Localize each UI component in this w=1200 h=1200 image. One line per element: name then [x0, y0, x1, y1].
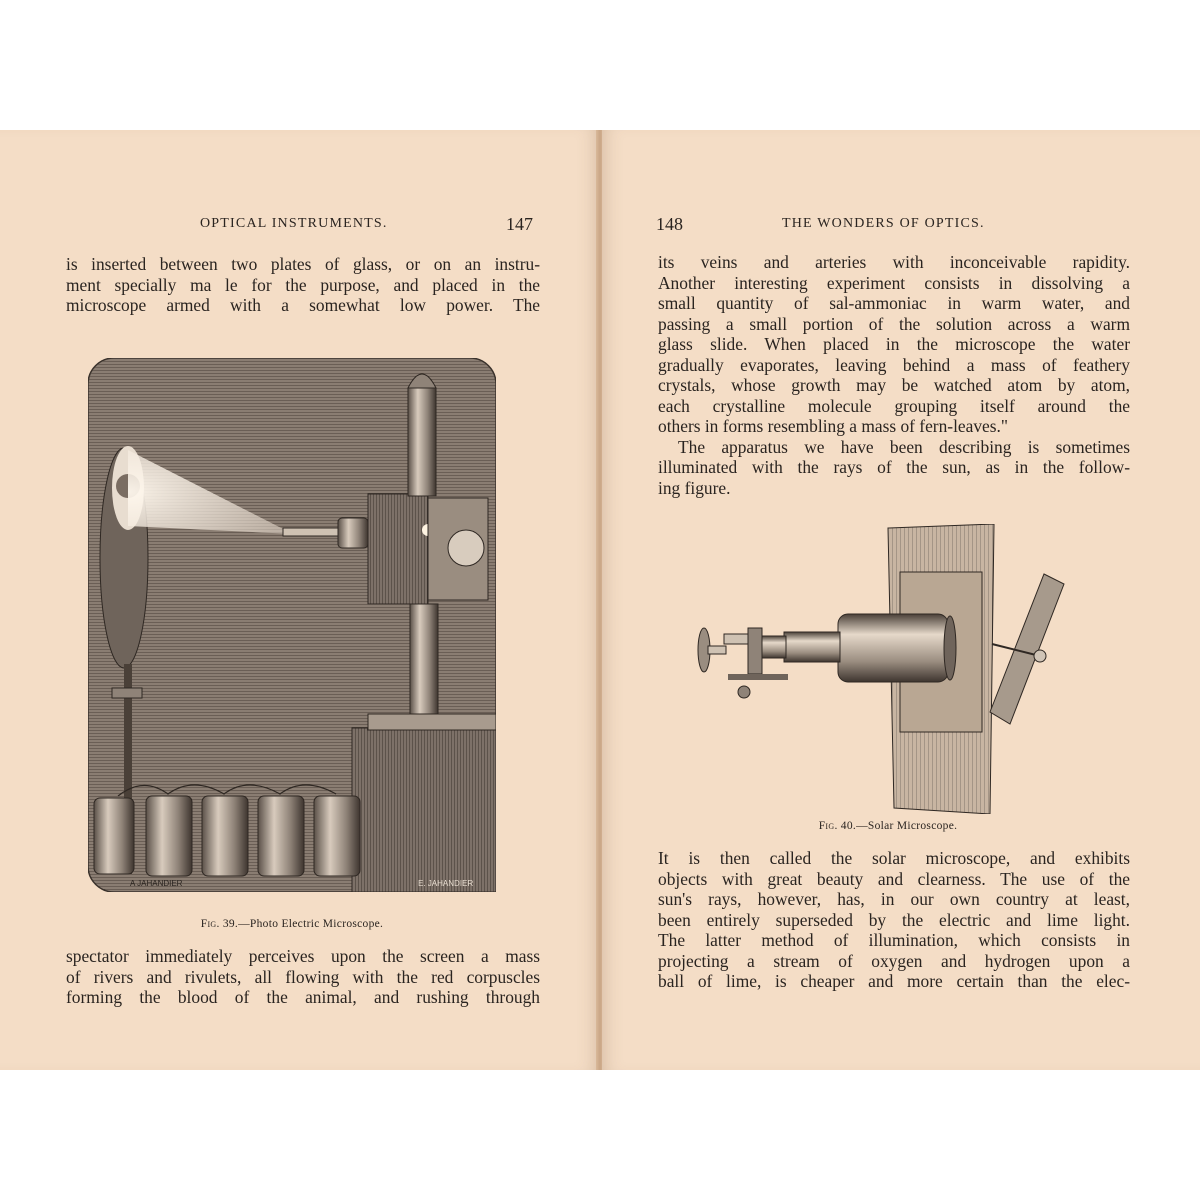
text-line: objects with great beauty and clearness. The use of the	[658, 868, 1130, 889]
text-line: its veins and arteries with inconceivable rapidity.	[658, 252, 1130, 272]
text-line: small quantity of sal-ammoniac in warm water, and	[658, 293, 1130, 313]
running-head-left: OPTICAL INSTRUMENTS.	[200, 216, 388, 231]
text-line: gradually evaporates, leaving behind a mass of feathery	[658, 354, 1130, 375]
text-line: The apparatus we have been describing is sometimes	[678, 436, 1130, 457]
figure-39-caption	[88, 918, 496, 930]
photo-electric-microscope-engraving	[88, 358, 496, 892]
text-line: microscope armed with a somewhat low power. The	[66, 295, 540, 315]
text-line: spectator immediately perceives upon the screen a mass	[66, 946, 540, 966]
text-line: forming the blood of the animal, and rushing through	[66, 987, 540, 1007]
figure-40-caption	[698, 820, 1078, 832]
text-line: of rivers and rivulets, all flowing with the red corpuscles	[66, 966, 540, 987]
text-line: crystals, whose growth may be watched atom by atom,	[658, 375, 1130, 395]
left-top-paragraph	[66, 254, 540, 316]
text-line: The latter method of illumination, which consists in	[658, 930, 1130, 950]
text-line: been entirely superseded by the electric and lime light.	[658, 909, 1130, 930]
figure-number: Fig. 39.	[200, 918, 239, 930]
engraver-signature-left: A JAHANDIER	[130, 879, 183, 888]
solar-microscope-engraving	[688, 524, 1088, 814]
text-line: glass slide. When placed in the microscope the water	[658, 334, 1130, 354]
engraver-signature-right: E. JAHANDIER	[418, 879, 474, 888]
page-number-left: 147	[506, 214, 533, 234]
right-bottom-paragraph	[658, 848, 1130, 992]
figure-number: Fig. 40.	[818, 820, 857, 832]
left-page	[0, 130, 598, 1070]
page-number-right: 148	[656, 214, 683, 234]
figure-title: —Solar Microscope.	[856, 820, 958, 832]
text-line: illuminated with the rays of the sun, as in the follow-	[658, 457, 1130, 477]
figure-title: —Photo Electric Microscope.	[238, 918, 384, 930]
text-line: Another interesting experiment consists in dissolving a	[658, 272, 1130, 293]
text-line: It is then called the solar microscope, and exhibits	[658, 848, 1130, 868]
text-line: each crystalline molecule grouping itself around the	[658, 395, 1130, 416]
right-top-paragraph	[658, 252, 1130, 498]
text-line: ing figure.	[658, 477, 731, 498]
text-line: sun's rays, however, has, in our own country at least,	[658, 889, 1130, 909]
text-line: ball of lime, is cheaper and more certain than the elec-	[658, 971, 1130, 991]
text-line: ment specially ma le for the purpose, and placed in the	[66, 274, 540, 295]
text-line: passing a small portion of the solution across a warm	[658, 313, 1130, 334]
text-line: others in forms resembling a mass of fern-leaves."	[658, 416, 1008, 436]
text-line: is inserted between two plates of glass, or on an instru-	[66, 254, 540, 274]
right-page	[602, 130, 1200, 1070]
book-spread	[0, 130, 1200, 1070]
left-bottom-paragraph	[66, 946, 540, 1008]
running-head-right: THE WONDERS OF OPTICS.	[782, 216, 985, 231]
text-line: projecting a stream of oxygen and hydrogen upon a	[658, 950, 1130, 971]
